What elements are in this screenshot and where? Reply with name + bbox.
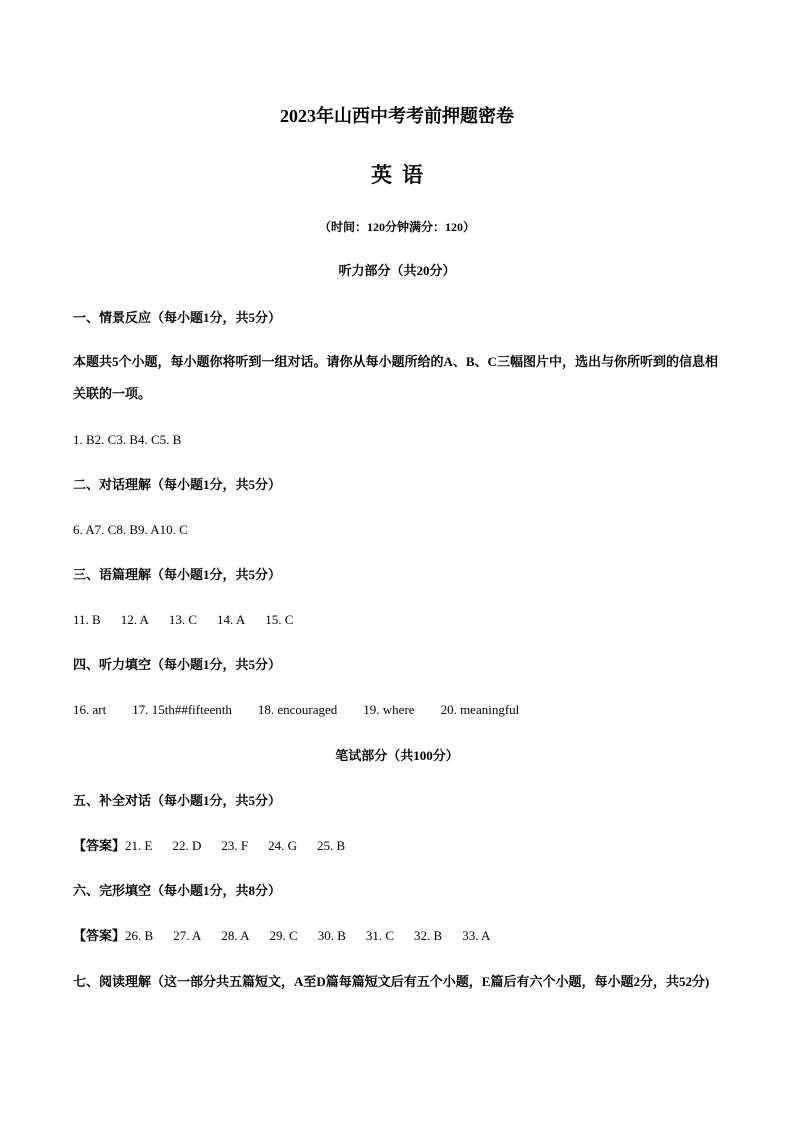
answer-item: 23. F xyxy=(221,838,249,853)
answer-item: 26. B xyxy=(125,928,154,943)
answer-item: 14. A xyxy=(217,612,246,627)
section-6-answers xyxy=(73,926,734,946)
answer-item: 24. G xyxy=(268,838,297,853)
section-4-answers xyxy=(73,700,734,720)
answer-item: 19. where xyxy=(363,702,415,717)
answer-item: 22. D xyxy=(172,838,202,853)
section-3-heading: 三、语篇理解（每小题1分，共5分） xyxy=(73,567,282,582)
answer-item: 12. A xyxy=(120,612,149,627)
section-5-answers xyxy=(73,836,734,856)
answer-item: 31. C xyxy=(365,928,395,943)
exam-meta: （时间：120分钟满分：120） xyxy=(318,220,475,234)
answer-item: 33. A xyxy=(462,928,491,943)
answer-item: 13. C xyxy=(168,612,198,627)
answer-item: 32. B xyxy=(414,928,443,943)
answer-item: 15. C xyxy=(265,612,294,627)
section-1-instruction: 本题共5个小题，每小题你将听到一组对话。请你从每小题所给的A、B、C三幅图片中，选出与你所听到的信息相关联的一项。 xyxy=(73,354,718,401)
section-2-heading: 二、对话理解（每小题1分，共5分） xyxy=(73,477,282,492)
answer-prefix: 【答案】 xyxy=(73,928,126,943)
answer-item: 17. 15th##fifteenth xyxy=(132,702,232,717)
answer-item: 29. C xyxy=(269,928,298,943)
section-7-heading: 七、阅读理解（这一部分共五篇短文，A至D篇每篇短文后有五个小题，E篇后有六个小题，每小题2分，共52分) xyxy=(73,974,710,989)
answer-item: 18. encouraged xyxy=(257,702,338,717)
section-3-answers xyxy=(73,610,734,630)
answer-item: 28. A xyxy=(221,928,250,943)
answer-item: 25. B xyxy=(316,838,346,853)
answer-item: 21. E xyxy=(125,838,153,853)
section-6-heading: 六、完形填空（每小题1分，共8分） xyxy=(73,883,282,898)
answer-item: 30. B xyxy=(317,928,346,943)
subject-title: 英语 xyxy=(371,163,433,187)
document-title: 2023年山西中考考前押题密卷 xyxy=(280,106,514,126)
answer-item: 20. meaningful xyxy=(440,702,520,717)
section-5-heading: 五、补全对话（每小题1分，共5分） xyxy=(73,793,282,808)
listening-part-header: 听力部分（共20分） xyxy=(338,263,456,278)
answer-item: 16. art xyxy=(73,702,107,717)
answer-item: 27. A xyxy=(173,928,202,943)
answer-prefix: 【答案】 xyxy=(73,838,126,853)
section-2-answers: 6. A7. C8. B9. A10. C xyxy=(73,522,188,537)
writing-part-header: 笔试部分（共100分） xyxy=(335,748,459,763)
section-1-answers: 1. B2. C3. B4. C5. B xyxy=(73,432,182,447)
section-1-heading: 一、情景反应（每小题1分，共5分） xyxy=(73,310,282,325)
section-4-heading: 四、听力填空（每小题1分，共5分） xyxy=(73,657,282,672)
answer-item: 11. B xyxy=(73,612,101,627)
